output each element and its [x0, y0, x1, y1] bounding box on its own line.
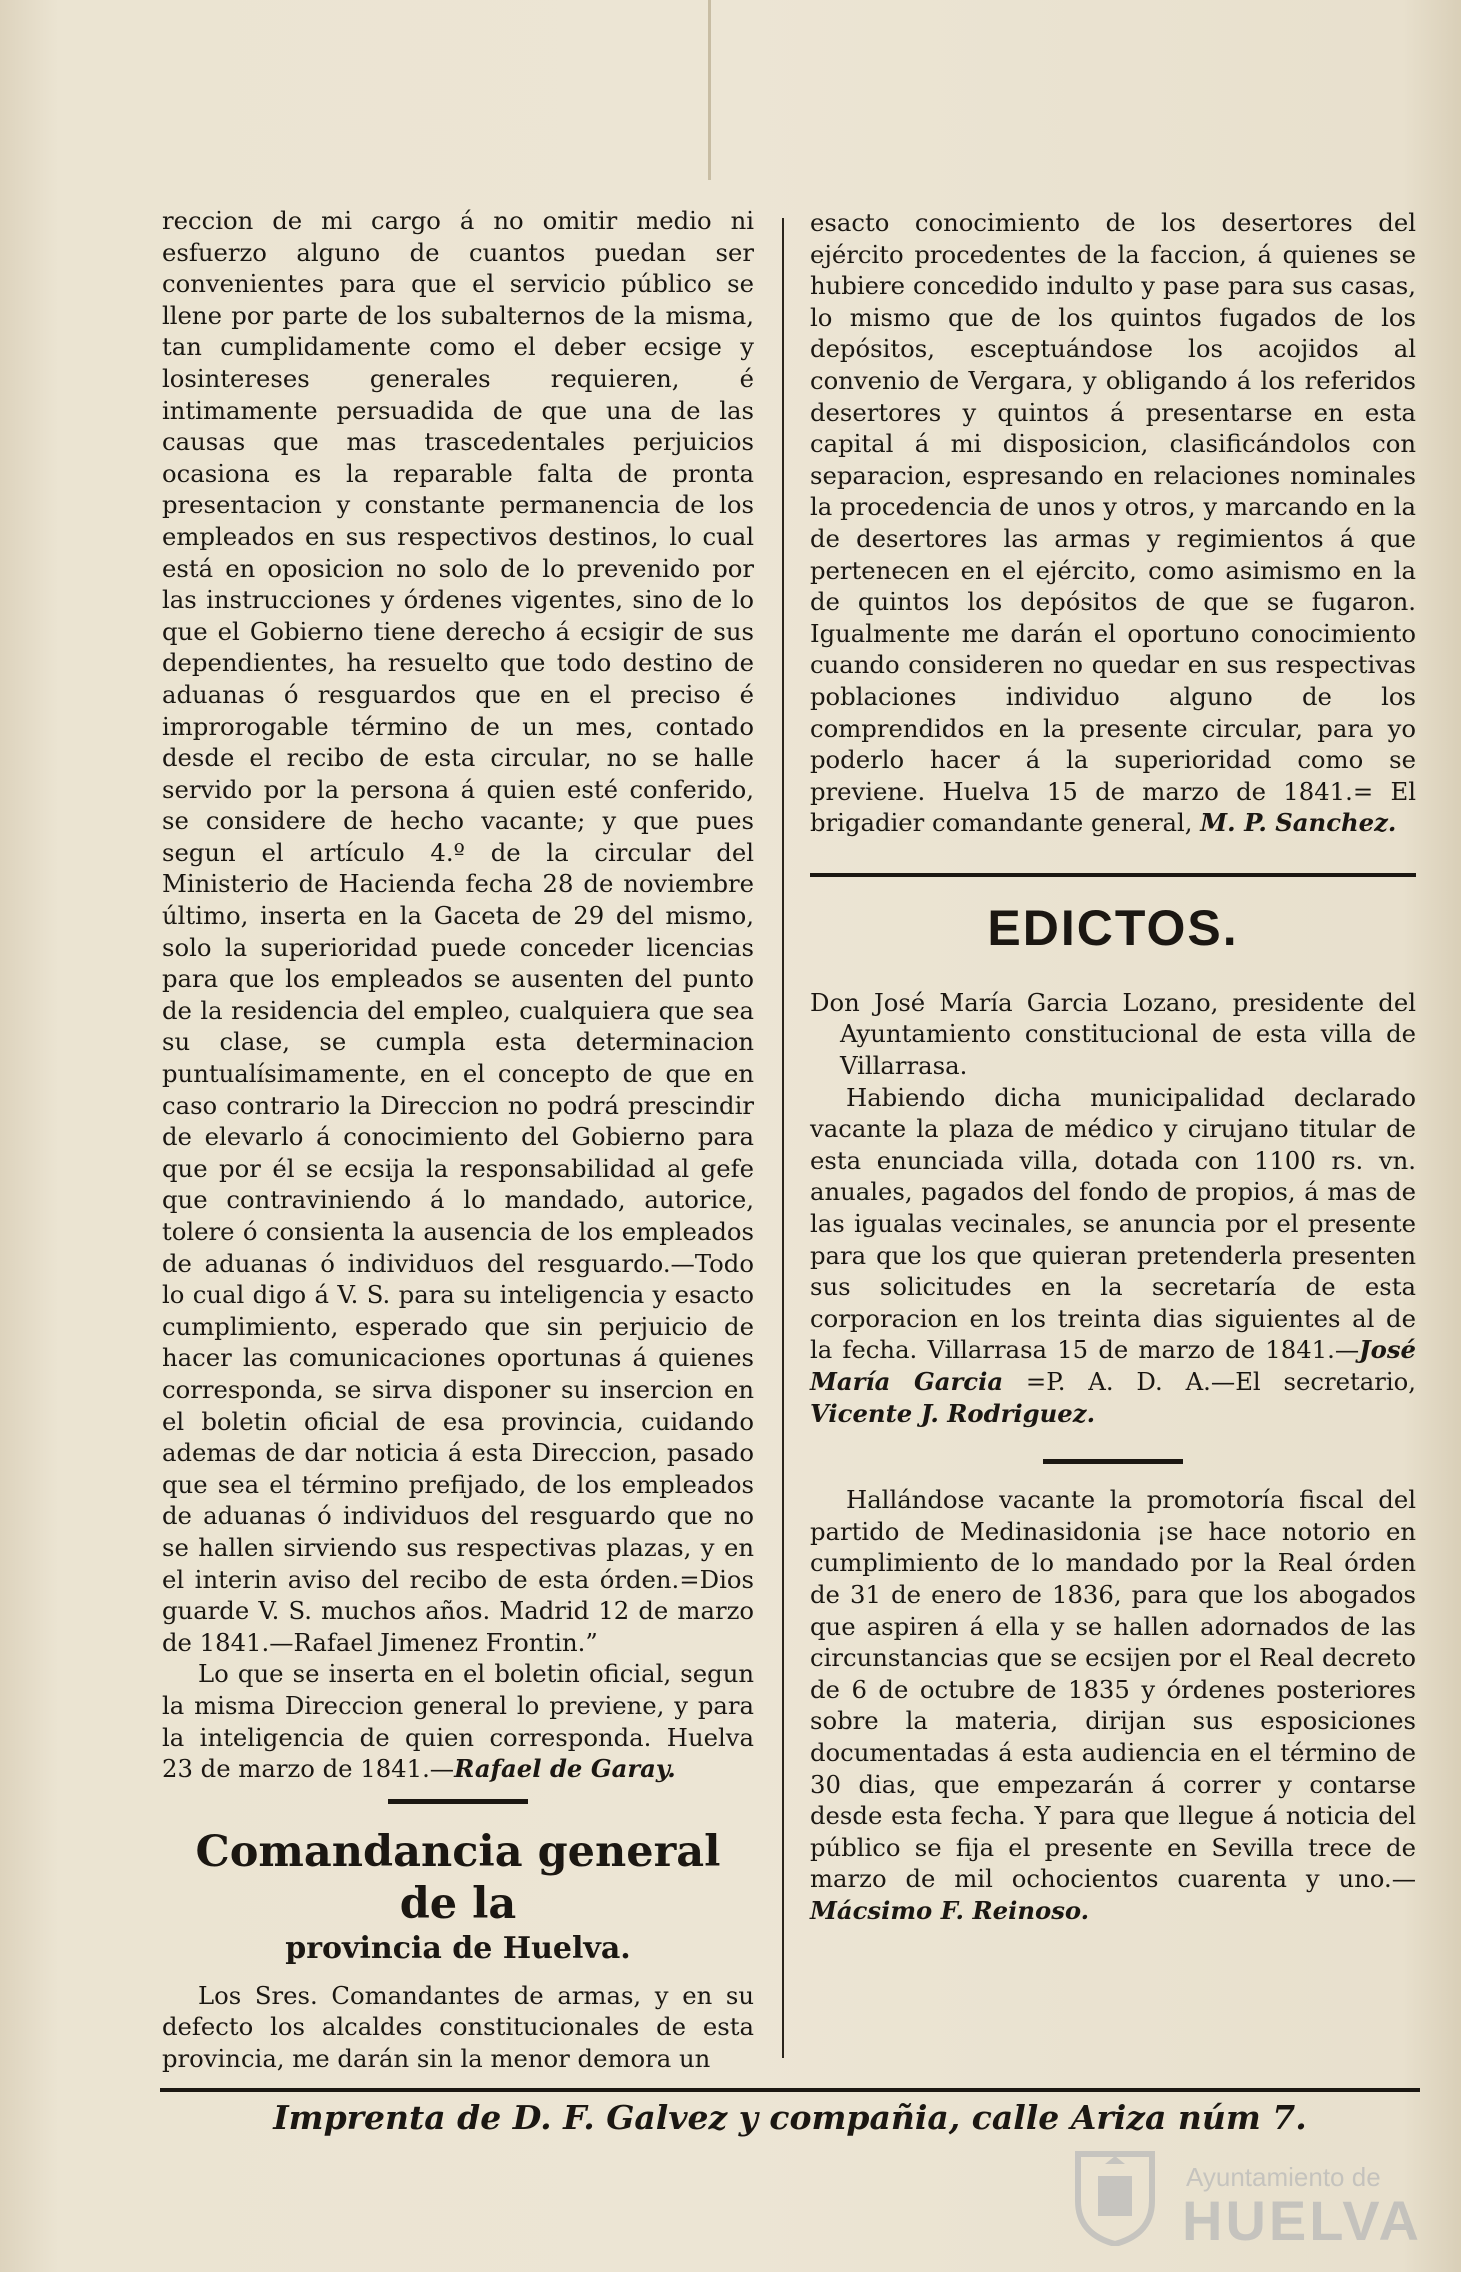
- insertion-notice-text: Lo que se inserta en el boletin oficial, segun la misma Direccion general lo previene, y para la inteligencia de quien corresponda. Huelva 23 de marzo de 1841.—: [162, 1659, 754, 1784]
- insertion-notice: [162, 1658, 754, 1784]
- section-divider-long: [810, 873, 1416, 877]
- edict-medinasidonia-text: Hallándose vacante la promotoría fiscal del partido de Medinasidonia ¡se hace notorio en cumplimiento de lo mandado por la Real órden de 31 de enero de 1836, para que los abogados que aspiren á ella y se hallen adornados de las circunstancias que se ecsijen por el Real decreto de 6 de octubre de 1835 y órdenes posteriores sobre la materia, dirijan sus esposiciones documentadas á esta audiencia en el término de 30 dias, que empezarán á correr y contarse desde esta fecha. Y para que llegue á noticia del público se fija el presente en Sevilla trece de marzo de mil ochocientos cuarenta y uno.—: [810, 1485, 1416, 1894]
- edictos-heading: EDICTOS.: [987, 899, 1239, 956]
- edict-villarrasa-intro: Don José María Garcia Lozano, presidente del Ayuntamiento constitucional de esta villa de Villarrasa.: [810, 987, 1416, 1081]
- edict-divider: [1043, 1459, 1183, 1464]
- signature-macsimo-f-reinoso: Mácsimo F. Reinoso.: [810, 1895, 1090, 1925]
- watermark-top-text: Ayuntamiento de: [1186, 2162, 1381, 2192]
- section-divider: [388, 1799, 528, 1804]
- comandancia-notice-continuation: [810, 207, 1416, 839]
- column-divider: [782, 218, 784, 2058]
- signature-vicente-j-rodriguez: Vicente J. Rodriguez.: [810, 1398, 1096, 1428]
- watermark-main-text: HUELVA: [1182, 2189, 1422, 2252]
- edict-villarrasa-mid: =P. A. D. A.—El secretario,: [1003, 1367, 1416, 1396]
- section-heading-comandancia: Comandancia general de la: [195, 1826, 721, 1929]
- city-shield-icon: [1070, 2146, 1160, 2246]
- comandancia-notice-text: Los Sres. Comandantes de armas, y en su defecto los alcaldes constitucionales de esta provincia, me darán sin la menor demora un: [162, 1980, 754, 2073]
- comandancia-continuation-text: esacto conocimiento de los desertores del ejército procedentes de la faccion, á quienes se hubiere concedido indulto y pase para sus casas, lo mismo que de los quintos fugados de los depósitos, esceptuándose los acojidos al convenio de Vergara, y obligando á los referidos desertores y quintos á presentarse en esta capital á mi disposicion, clasificándolos con separacion, espresando en relaciones nominales la procedencia de unos y otros, y marcando en la de desertores las armas y regimientos á que pertenecen en el ejército, como asimismo en la de quintos los depósitos de que se fugaron. Igualmente me darán el oportuno conocimiento cuando consideren no quedar en sus respectivas poblaciones individuo alguno de los comprendidos en la presente circular, para yo poderlo hacer á la superioridad como se previene. Huelva 15 de marzo de 1841.= El brigadier comandante general,: [810, 208, 1416, 838]
- edict-villarrasa-text: Habiendo dicha municipalidad declarado vacante la plaza de médico y cirujano titular de esta enunciada villa, dotada con 1100 rs. vn. anuales, pagados del fondo de propios, á mas de las igualas vecinales, se anuncia por el presente para que los que quieran pretenderla presenten sus solicitudes en la secretaría de esta corporacion en los treinta dias siguientes al de la fecha. Villarrasa 15 de marzo de 1841.—: [810, 1082, 1416, 1365]
- printer-imprint: Imprenta de D. F. Galvez y compañia, calle Ariza núm 7.: [273, 2098, 1307, 2137]
- archive-watermark: [1070, 2140, 1440, 2260]
- circular-continuation-text: reccion de mi cargo á no omitir medio ni esfuerzo alguno de cuantos puedan ser convenientes para que el servicio público se llene por parte de los subalternos de la misma, tan cumplidamente como el deber ecsige y losintereses generales requieren, é intimamente persuadida de que una de las causas que mas trascedentales perjuicios ocasiona es la reparable falta de pronta presentacion y constante permanencia de los empleados en sus respectivos destinos, lo cual está en oposicion no solo de lo prevenido por las instrucciones y órdenes vigentes, sino de lo que el Gobierno tiene derecho á ecsigir de sus dependientes, ha resuelto que todo destino de aduanas ó resguardos que en el preciso é improrogable término de un mes, contado desde el recibo de esta circular, no se halle servido por la persona á quien esté conferido, se considere de hecho vacante; y que pues segun el artículo 4.º de la circular del Ministerio de Hacienda fecha 28 de noviembre último, inserta en la Gaceta de 29 del mismo, solo la superioridad puede conceder licencias para que los empleados se ausenten del punto de la residencia del empleo, cualquiera que sea su clase, se cumpla esta determinacion puntualísimamente, en el concepto de que en caso contrario la Direccion no podrá prescindir de elevarlo á conocimiento del Gobierno para que por él se ecsija la responsabilidad al gefe que contraviniendo á lo mandado, autorice, tolere ó consienta la ausencia de los empleados de aduanas ó individuos del resguardo.—Todo lo cual digo á V. S. para su inteligencia y esacto cumplimiento, esperado que sin perjuicio de hacer las comunicaciones oportunas á quienes corresponda, se sirva disponer su insercion en el boletin oficial de esa provincia, cuidando ademas de dar noticia á esta Direccion, pasado que sea el término prefijado, de los empleados de aduanas ó individuos del resguardo que no se hallen sirviendo sus respectivas plazas, y en el interin aviso del recibo de esta órden.=Dios guarde V. S. muchos años. Madrid 12 de marzo de 1841.—Rafael Jimenez Frontin.”: [162, 206, 754, 1657]
- signature-m-p-sanchez: M. P. Sanchez.: [1200, 808, 1397, 838]
- footer-rule: [160, 2088, 1420, 2092]
- signature-jose-maria-garcia: José María Garcia: [810, 1335, 1416, 1396]
- left-column: [162, 205, 754, 2074]
- page-fold-line: [708, 0, 711, 180]
- right-column: [810, 207, 1416, 1927]
- section-subheading-huelva: provincia de Huelva.: [285, 1930, 631, 1966]
- signature-rafael-de-garay: Rafael de Garay.: [454, 1754, 676, 1784]
- edict-villarrasa-body: [810, 1082, 1416, 1430]
- edict-medinasidonia: [810, 1484, 1416, 1926]
